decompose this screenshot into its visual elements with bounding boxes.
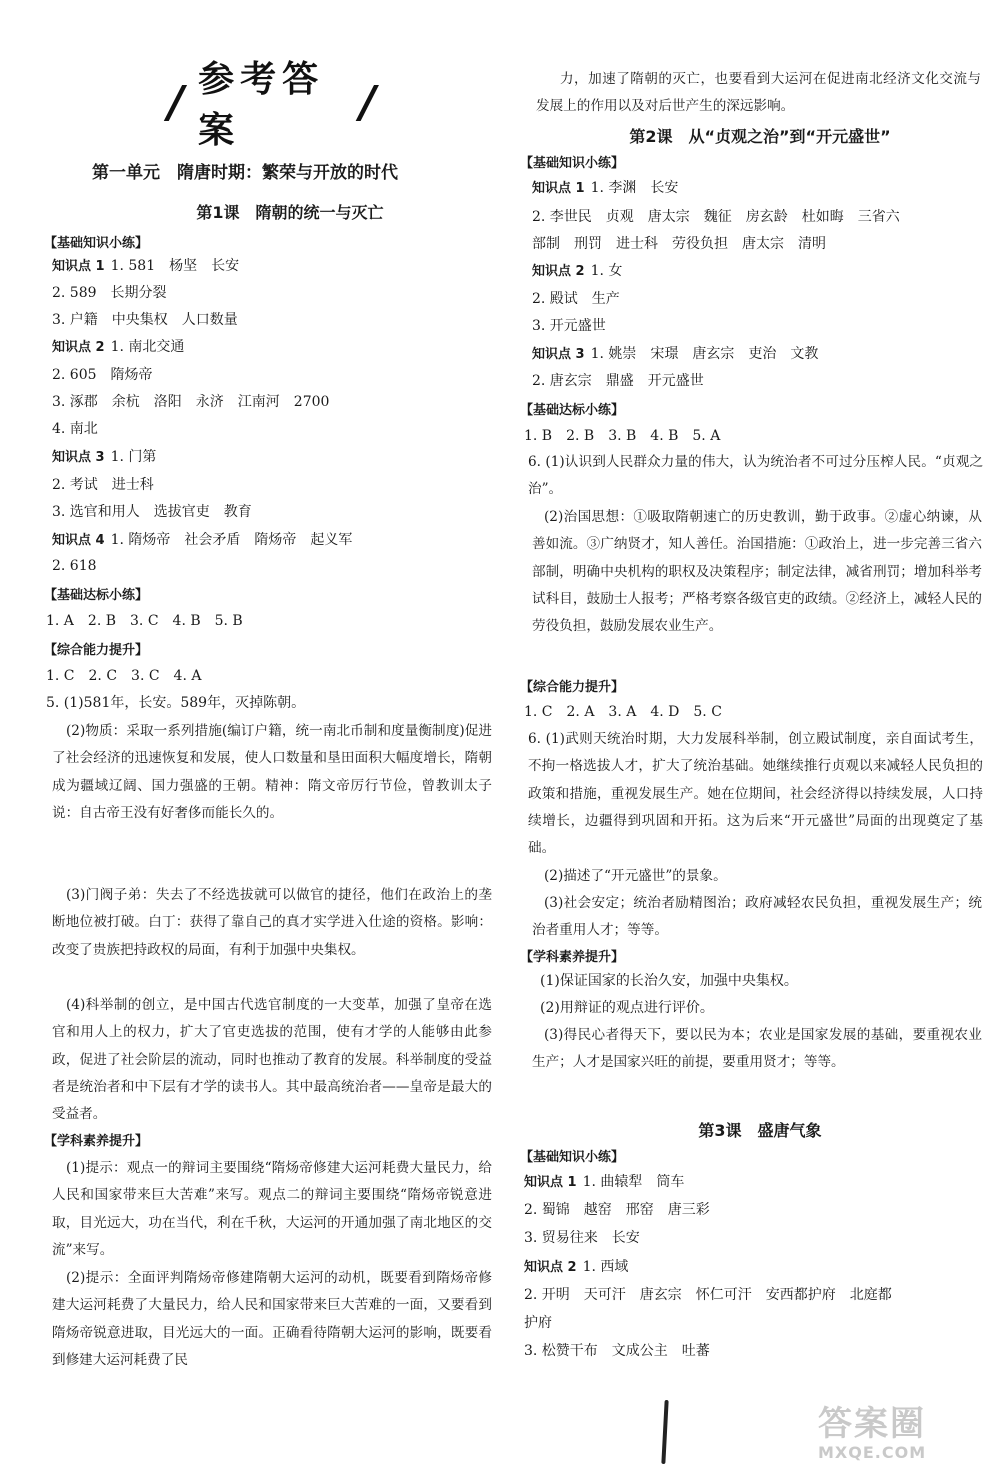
section-basic-target: 【基础达标小练】 (520, 403, 625, 418)
section-literacy: 【学科素养提升】 (44, 1134, 149, 1149)
q5-part-4: (4)科举制的创立，是中国古代选官制度的一大变革，加强了皇帝在选官和用人上的权力，扩大了官吏选拔的范围，使有才学的人能够由此参政，促进了社会阶层的流动，同时也推动了教育的发展。科举制度的受益者是统治者和中下层有才学的读书人。其中最高统治者——皇帝是最大的受益者。 (52, 997, 492, 1123)
page-title-text: 参考答案 (198, 59, 325, 151)
l3-kp1-line-2: 2. 蜀锦 越窑 邢窑 唐三彩 (524, 1202, 710, 1218)
r-q6b-part-2: (2)描述了“开元盛世”的景象。 (544, 868, 727, 884)
answer-text: 1. 女 (590, 263, 623, 279)
kp1-line-2: 2. 589 长期分裂 (52, 285, 167, 301)
r-kp3-line-1 (532, 345, 818, 364)
watermark-text-top: 答案圈 (818, 1404, 926, 1444)
literacy-part-2: (2)提示：全面评判隋炀帝修建隋朝大运河的动机，既要看到隋炀帝修建大运河耗费了大量民力，给人民和国家带来巨大苦难的一面，又要看到隋炀帝锐意进取，目光远大的一面。正确看待隋朝大运河的影响，既要看到修建大运河耗费了民 (52, 1270, 492, 1368)
slash-decoration: / (359, 76, 382, 128)
r-target-answers: 1. B 2. B 3. B 4. B 5. A (524, 428, 721, 444)
page-title (160, 59, 390, 151)
answer-text: 1. 南北交通 (110, 339, 185, 355)
r-kp2-line-1 (532, 262, 622, 281)
answer-text: 1. 门第 (110, 449, 157, 465)
l3-kp2-line-1 (524, 1258, 628, 1277)
kp-label: 知识点 4 (52, 533, 105, 548)
watermark-logo (818, 1405, 988, 1467)
kp2-line-4: 4. 南北 (52, 421, 98, 437)
target-answers: 1. A 2. B 3. C 4. B 5. B (46, 613, 243, 629)
l3-kp1-line-3: 3. 贸易往来 长安 (524, 1230, 640, 1246)
section-comprehensive: 【综合能力提升】 (44, 643, 149, 658)
lesson-3-title: 第3课 盛唐气象 (698, 1121, 822, 1140)
r-q6-part-1: 6. (1)认识到人民群众力量的伟大，认为统治者不可过分压榨人民。“贞观之治”。 (528, 454, 983, 498)
kp-label: 知识点 2 (52, 340, 105, 355)
answer-text: 1. 隋炀帝 社会矛盾 隋炀帝 起义军 (110, 532, 353, 548)
r-kp3-line-2: 2. 唐玄宗 鼎盛 开元盛世 (532, 373, 704, 389)
l3-kp2-line-4: 3. 松赞干布 文成公主 吐蕃 (524, 1343, 710, 1359)
kp2-line-2: 2. 605 隋炀帝 (52, 367, 153, 383)
section-basic-target: 【基础达标小练】 (44, 588, 149, 603)
kp-label: 知识点 3 (52, 450, 105, 465)
q5-part-1: 5. (1)581年，长安。589年，灭掉陈朝。 (46, 695, 306, 711)
kp3-line-2: 2. 考试 进士科 (52, 477, 154, 493)
lesson-1-title: 第1课 隋朝的统一与灭亡 (196, 203, 384, 222)
section-basic-knowledge: 【基础知识小练】 (520, 156, 625, 171)
slash-decoration: / (168, 76, 191, 128)
answer-text: 1. 姚崇 宋璟 唐玄宗 吏治 文教 (590, 346, 819, 362)
answer-text: 1. 581 杨坚 长安 (110, 258, 240, 274)
kp4-line-1 (52, 531, 352, 550)
kp-label: 知识点 1 (524, 1175, 577, 1190)
r-kp2-line-2: 2. 殿试 生产 (532, 291, 620, 307)
unit-title: 第一单元 隋唐时期：繁荣与开放的时代 (92, 163, 398, 183)
kp-label: 知识点 2 (532, 264, 585, 279)
section-basic-knowledge-3: 【基础知识小练】 (520, 1150, 625, 1165)
pen-mark (661, 1400, 668, 1464)
kp3-line-3: 3. 选官和用人 选拔官吏 教育 (52, 504, 252, 520)
continued-text: 力，加速了隋朝的灭亡，也要看到大运河在促进南北经济文化交流与发展上的作用以及对后世产生的深远影响。 (536, 71, 981, 115)
r-kp1-line-1 (532, 179, 678, 198)
section-literacy: 【学科素养提升】 (520, 950, 625, 965)
q5-part-2: (2)物质：采取一系列措施(编订户籍，统一南北币制和度量衡制度)促进了社会经济的迅速恢复和发展，使人口数量和垦田面积大幅度增长，隋朝成为疆域辽阔、国力强盛的王朝。精神：隋文帝厉行节俭，曾教训太子说：自古帝王没有好奢侈而能长久的。 (52, 723, 492, 821)
r-literacy-3: (3)得民心者得天下，要以民为本；农业是国家发展的基础，要重视农业生产；人才是国家兴旺的前提，要重用贤才；等等。 (532, 1027, 982, 1071)
kp1-line-1 (52, 257, 239, 276)
kp2-line-3: 3. 涿郡 余杭 洛阳 永济 江南河 2700 (52, 394, 330, 410)
l3-kp1-line-1 (524, 1173, 684, 1192)
comp-answers: 1. C 2. C 3. C 4. A (46, 668, 202, 684)
r-literacy-1: (1)保证国家的长治久安，加强中央集权。 (540, 973, 798, 989)
section-basic-knowledge: 【基础知识小练】 (44, 236, 149, 251)
kp1-line-3: 3. 户籍 中央集权 人口数量 (52, 312, 238, 328)
r-q6b-part-3: (3)社会安定；统治者励精图治；政府减轻农民负担，重视发展生产；统治者重用人才；等等。 (532, 895, 982, 939)
answer-text: 1. 李渊 长安 (590, 180, 679, 196)
l3-kp2-line-2: 2. 开明 天可汗 唐玄宗 怀仁可汗 安西都护府 北庭都 (524, 1287, 892, 1303)
kp-label: 知识点 2 (524, 1260, 577, 1275)
kp4-line-2: 2. 618 (52, 558, 97, 574)
lesson-2-title: 第2课 从“贞观之治”到“开元盛世” (629, 127, 891, 146)
q5-part-3: (3)门阀子弟：失去了不经选拔就可以做官的捷径，他们在政治上的垄断地位被打破。白丁：获得了靠自己的真才实学进入仕途的资格。影响：改变了贵族把持政权的局面，有利于加强中央集权。 (52, 887, 492, 958)
section-comprehensive: 【综合能力提升】 (520, 680, 625, 695)
kp-label: 知识点 3 (532, 347, 585, 362)
answer-text: 1. 曲辕犁 筒车 (582, 1174, 685, 1190)
kp-label: 知识点 1 (532, 181, 585, 196)
kp3-line-1 (52, 448, 156, 467)
r-literacy-2: (2)用辩证的观点进行评价。 (540, 1000, 714, 1016)
literacy-part-1: (1)提示：观点一的辩词主要围绕“隋炀帝修建大运河耗费大量民力，给人民和国家带来巨大苦难”来写。观点二的辩词主要围绕“隋炀帝锐意进取，目光远大，功在当代，利在千秋，大运河的开通加强了南北地区的交流”来写。 (52, 1160, 492, 1258)
r-comp-answers: 1. C 2. A 3. A 4. D 5. C (524, 704, 722, 720)
l3-kp2-line-3: 护府 (524, 1315, 552, 1331)
kp2-line-1 (52, 338, 184, 357)
r-kp1-line-2: 2. 李世民 贞观 唐太宗 魏征 房玄龄 杜如晦 三省六 (532, 209, 900, 225)
r-q6b-part-1: 6. (1)武则天统治时期，大力发展科举制，创立殿试制度，亲自面试考生，不拘一格选拔人才，扩大了统治基础。她继续推行贞观以来减轻人民负担的政策和措施，重视发展生产。她在位期间，社会经济得以持续发展，人口持续增长，边疆得到巩固和开拓。这为后来“开元盛世”局面的出现奠定了基础。 (528, 731, 983, 857)
r-q6-part-2: (2)治国思想：①吸取隋朝速亡的历史教训，勤于政事。②虚心纳谏，从善如流。③广纳贤才，知人善任。治国措施：①政治上，进一步完善三省六部制，明确中央机构的职权及决策程序；制定法律，减省刑罚；增加科举考试科目，鼓励士人报考；严格考察各级官吏的政绩。②经济上，减轻人民的劳役负担，鼓励发展农业生产。 (532, 509, 982, 635)
r-kp1-line-3: 部制 刑罚 进士科 劳役负担 唐太宗 清明 (532, 236, 826, 252)
answer-text: 1. 西域 (582, 1259, 629, 1275)
watermark-text-bottom: MXQE.COM (818, 1443, 927, 1462)
r-kp2-line-3: 3. 开元盛世 (532, 318, 606, 334)
kp-label: 知识点 1 (52, 259, 105, 274)
